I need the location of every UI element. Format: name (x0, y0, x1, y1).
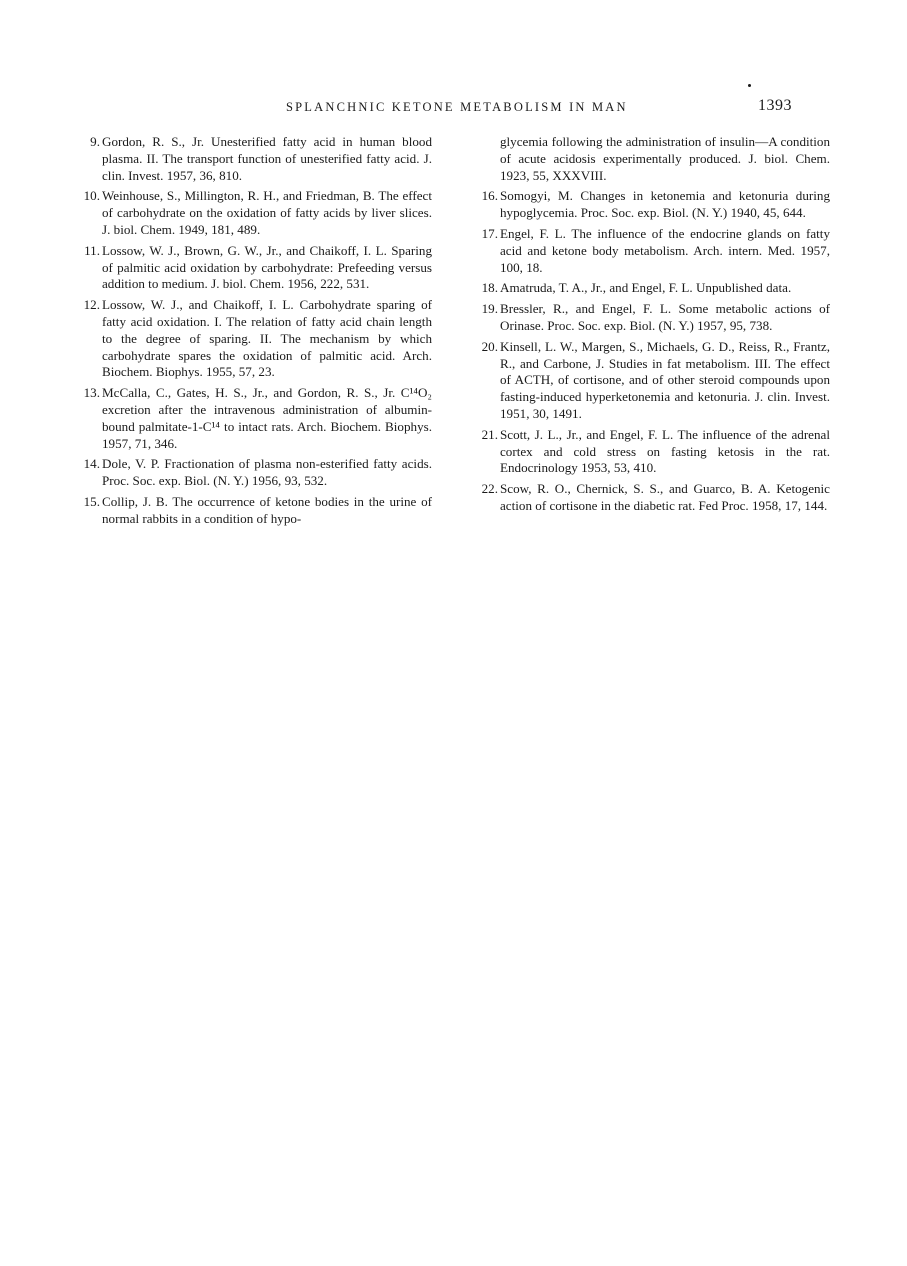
reference-number: 11. (84, 242, 100, 258)
reference-item (80, 134, 432, 184)
reference-text: Somogyi, M. Changes in ketonemia and ketonuria during hypoglycemia. Proc. Soc. exp. Biol. (N. Y.) 1940, 45, 644. (500, 188, 830, 221)
reference-text: Kinsell, L. W., Margen, S., Michaels, G. D., Reiss, R., Frantz, R., and Carbone, J. Studies in fat metabolism. III. The effect of ACTH, of cortisone, and of other steroid compounds upon fasting-induced hyperketonemia and ketonuria. J. clin. Invest. 1951, 30, 1491. (500, 338, 830, 421)
reference-number: 12. (83, 297, 100, 313)
reference-text: Lossow, W. J., and Chaikoff, I. L. Carbohydrate sparing of fatty acid oxidation. I. The relation of fatty acid chain length to the degree of sparing. II. The mechanism by which carbohydrate spares the oxidation of palmitic acid. Arch. Biochem. Biophys. 1955, 57, 23. (102, 297, 432, 380)
reference-text: Dole, V. P. Fractionation of plasma non-esterified fatty acids. Proc. Soc. exp. Biol. (N. Y.) 1956, 93, 532. (102, 456, 432, 489)
reference-item (80, 297, 432, 381)
reference-item (80, 385, 432, 452)
reference-text: Scow, R. O., Chernick, S. S., and Guarco, B. A. Ketogenic action of cortisone in the diabetic rat. Fed Proc. 1958, 17, 144. (500, 481, 830, 513)
reference-text: Scott, J. L., Jr., and Engel, F. L. The influence of the adrenal cortex and cold stress on fasting ketosis in the rat. Endocrinology 1953, 53, 410. (500, 426, 830, 476)
reference-item (478, 280, 830, 297)
reference-number: 16. (481, 188, 498, 204)
reference-item (80, 188, 432, 238)
reference-number: 17. (481, 225, 498, 241)
reference-number: 15. (83, 493, 100, 509)
reference-text: Engel, F. L. The influence of the endocrine glands on fatty acid and ketone body metabolism. Arch. intern. Med. 1957, 100, 18. (500, 225, 830, 275)
stray-mark (748, 84, 751, 87)
reference-number: 22. (481, 481, 498, 497)
reference-number: 14. (83, 456, 100, 472)
reference-continuation (478, 134, 830, 184)
references-left-column (80, 134, 432, 532)
reference-number: 9. (90, 134, 100, 149)
reference-item (80, 243, 432, 293)
reference-item (478, 481, 830, 515)
reference-item (478, 301, 830, 335)
reference-item (80, 494, 432, 528)
reference-item (478, 226, 830, 276)
reference-item (478, 188, 830, 222)
reference-text: Lossow, W. J., Brown, G. W., Jr., and Chaikoff, I. L. Sparing of palmitic acid oxidation by carbohydrate: Prefeeding versus addition to medium. J. biol. Chem. 1956, 222, 531. (102, 242, 432, 292)
reference-number: 10. (83, 188, 100, 204)
reference-number: 21. (481, 426, 498, 442)
reference-text: Amatruda, T. A., Jr., and Engel, F. L. Unpublished data. (500, 280, 792, 296)
reference-item (478, 339, 830, 423)
reference-text: Weinhouse, S., Millington, R. H., and Friedman, B. The effect of carbohydrate on the oxidation of fatty acids by liver slices. J. biol. Chem. 1949, 181, 489. (102, 188, 432, 237)
reference-number: 20. (481, 338, 498, 354)
reference-number: 18. (481, 280, 498, 296)
page-number: 1393 (758, 97, 792, 114)
reference-item (478, 427, 830, 477)
reference-item (80, 456, 432, 490)
reference-text: Bressler, R., and Engel, F. L. Some metabolic actions of Orinase. Proc. Soc. exp. Biol. (N. Y.) 1957, 95, 738. (500, 301, 830, 333)
references-right-column (478, 134, 830, 519)
reference-text: glycemia following the administration of insulin—A condition of acute acidosis experimentally produced. J. biol. Chem. 1923, 55, XXXVIII. (500, 134, 830, 183)
reference-number: 19. (481, 301, 498, 317)
reference-text: Collip, J. B. The occurrence of ketone bodies in the urine of normal rabbits in a condition of hypo- (102, 493, 432, 526)
reference-text: McCalla, C., Gates, H. S., Jr., and Gordon, R. S., Jr. C¹⁴O₂ excretion after the intravenous administration of albumin-bound palmitate-1-C¹⁴ to intact rats. Arch. Biochem. Biophys. 1957, 71, 346. (102, 385, 432, 451)
running-head-title: SPLANCHNIC KETONE METABOLISM IN MAN (286, 100, 628, 114)
reference-text: Gordon, R. S., Jr. Unesterified fatty acid in human blood plasma. II. The transport function of unesterified fatty acid. J. clin. Invest. 1957, 36, 810. (102, 134, 432, 183)
reference-number: 13. (83, 385, 100, 401)
